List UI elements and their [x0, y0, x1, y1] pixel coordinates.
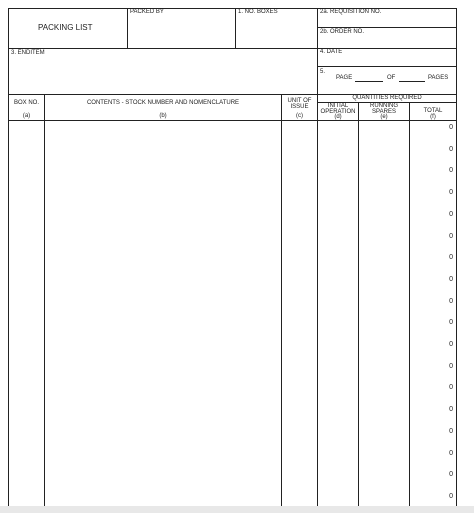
col-code-f: (f) [430, 114, 436, 120]
col-code-a: (a) [22, 113, 31, 119]
form-left-border [8, 8, 9, 508]
of-label: OF [387, 75, 396, 81]
form-top-border [8, 8, 457, 9]
row-total-cell[interactable]: 0 [449, 362, 453, 370]
order-no-field[interactable]: 2b. ORDER NO. [320, 29, 365, 35]
end-item-field[interactable]: 3. ENDITEM [11, 50, 45, 56]
packed-by-left-divider [127, 8, 128, 48]
col-unit-divider [317, 94, 318, 508]
pages-label: PAGES [428, 75, 449, 81]
col-header-running-line1: RUNNING [370, 103, 398, 109]
col-header-contents: CONTENTS - STOCK NUMBER AND NOMENCLATURE [86, 100, 240, 106]
col-initial-divider [358, 102, 359, 508]
row-total-cell[interactable]: 0 [449, 254, 453, 262]
col-running-divider [409, 102, 410, 508]
requisition-no-field[interactable]: 2a. REQUISITION NO. [320, 9, 382, 15]
packed-by-field[interactable]: PACKED BY [130, 9, 164, 15]
page-label: PAGE [336, 75, 353, 81]
row-total-cell[interactable]: 0 [449, 210, 453, 218]
col-header-box-no: BOX NO. [13, 100, 39, 106]
row-total-cell[interactable]: 0 [449, 471, 453, 479]
requisition-divider [317, 27, 457, 28]
pages-blank [399, 81, 425, 82]
row-total-cell[interactable]: 0 [449, 275, 453, 283]
row-total-cell[interactable]: 0 [449, 384, 453, 392]
requisition-left-divider [317, 8, 318, 94]
page-field-number: 5. [320, 69, 326, 75]
col-contents-divider [281, 94, 282, 508]
row-total-cell[interactable]: 0 [449, 427, 453, 435]
form-title: PACKING LIST [38, 23, 93, 32]
date-field[interactable]: 4. DATE [320, 49, 343, 55]
col-code-b: (b) [159, 113, 167, 119]
row-total-cell[interactable]: 0 [449, 341, 453, 348]
date-divider [317, 66, 457, 67]
boxes-left-divider [235, 8, 236, 48]
row-total-cell[interactable]: 0 [449, 406, 453, 414]
row-total-cell[interactable]: 0 [449, 297, 453, 305]
row-total-cell[interactable]: 0 [449, 232, 453, 240]
col-header-total: TOTAL [423, 108, 443, 114]
col-code-c: (c) [296, 113, 303, 119]
row-total-cell[interactable]: 0 [449, 124, 453, 131]
col-header-initial-line1: INITIAL [327, 103, 349, 109]
quantities-required-header: QUANTITIES REQUIRED [352, 95, 422, 101]
no-boxes-field[interactable]: 1. NO. BOXES [238, 9, 278, 15]
col-code-d: (d) [334, 114, 342, 120]
row-total-cell[interactable]: 0 [449, 492, 453, 500]
row-total-cell[interactable]: 0 [449, 167, 453, 175]
header-row-divider [8, 48, 457, 49]
row-total-cell[interactable]: 0 [449, 145, 453, 153]
form-right-border [456, 8, 457, 508]
bottom-scroll-strip [0, 506, 474, 513]
col-code-e: (e) [380, 114, 388, 120]
col-header-running-line2: SPARES [372, 109, 396, 115]
row-total-cell[interactable]: 0 [449, 189, 453, 197]
col-header-unit-line2: ISSUE [290, 104, 309, 110]
packing-list-form [8, 8, 457, 508]
col-box-divider [44, 94, 45, 508]
row-total-cell[interactable]: 0 [449, 449, 453, 457]
col-header-initial-line2: OPERATION [320, 109, 356, 115]
col-header-unit-line1: UNIT OF [287, 98, 312, 104]
row-total-cell[interactable]: 0 [449, 319, 453, 327]
page-blank [355, 81, 383, 82]
